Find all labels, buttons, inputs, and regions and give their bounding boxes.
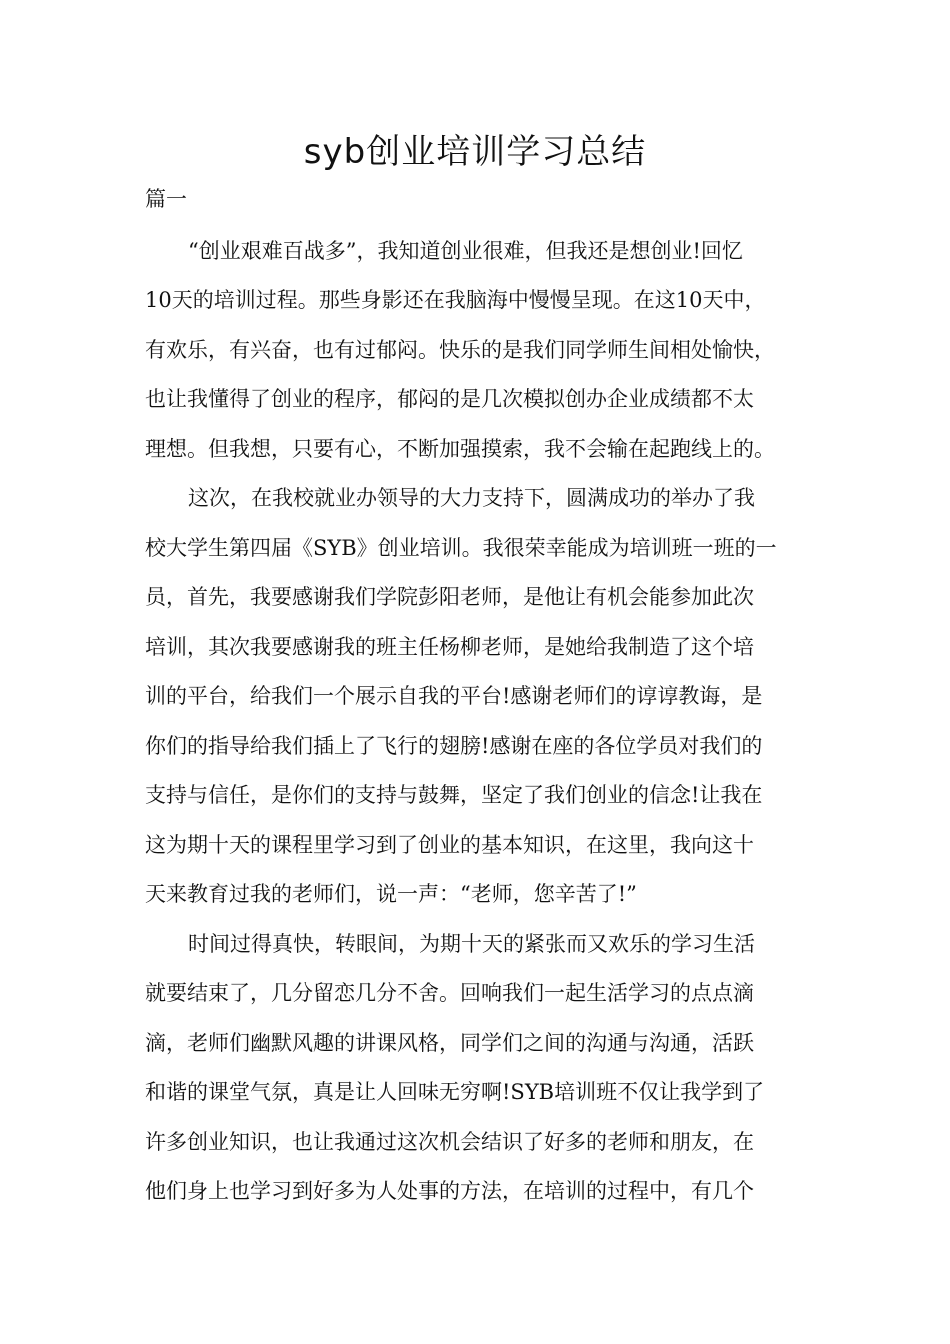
paragraph-line: 理想。但我想，只要有心，不断加强摸索，我不会输在起跑线上的。 bbox=[145, 437, 775, 461]
paragraph-line: 这为期十天的课程里学习到了创业的基本知识，在这里，我向这十 bbox=[145, 833, 754, 857]
paragraph-line: “创业艰难百战多”，我知道创业很难，但我还是想创业!回忆 bbox=[188, 239, 743, 263]
document-title: syb创业培训学习总结 bbox=[303, 132, 647, 172]
paragraph-line: 滴，老师们幽默风趣的讲课风格，同学们之间的沟通与沟通，活跃 bbox=[145, 1031, 754, 1055]
paragraph-line: 训的平台，给我们一个展示自我的平台!感谢老师们的谆谆教诲，是 bbox=[145, 684, 763, 708]
paragraph-line: 支持与信任，是你们的支持与鼓舞，坚定了我们创业的信念!让我在 bbox=[145, 783, 763, 807]
paragraph-line: 天来教育过我的老师们，说一声：“老师，您辛苦了!” bbox=[145, 882, 637, 906]
paragraph-line: 他们身上也学习到好多为人处事的方法，在培训的过程中，有几个 bbox=[145, 1179, 754, 1203]
paragraph-line: 和谐的课堂气氛，真是让人回味无穷啊!SYB培训班不仅让我学到了 bbox=[145, 1080, 765, 1104]
paragraph-line: 许多创业知识，也让我通过这次机会结识了好多的老师和朋友，在 bbox=[145, 1130, 754, 1154]
paragraph-line: 也让我懂得了创业的程序，郁闷的是几次模拟创办企业成绩都不太 bbox=[145, 387, 754, 411]
section-label: 篇一 bbox=[145, 187, 187, 211]
paragraph-line: 这次，在我校就业办领导的大力支持下，圆满成功的举办了我 bbox=[188, 486, 755, 510]
paragraph-line: 时间过得真快，转眼间，为期十天的紧张而又欢乐的学习生活 bbox=[188, 932, 755, 956]
paragraph-line: 员，首先，我要感谢我们学院彭阳老师，是他让有机会能参加此次 bbox=[145, 585, 754, 609]
paragraph-line: 就要结束了，几分留恋几分不舍。回响我们一起生活学习的点点滴 bbox=[145, 981, 754, 1005]
paragraph-line: 你们的指导给我们插上了飞行的翅膀!感谢在座的各位学员对我们的 bbox=[145, 734, 763, 758]
paragraph-line: 有欢乐，有兴奋，也有过郁闷。快乐的是我们同学师生间相处愉快， bbox=[145, 338, 775, 362]
paragraph-line: 校大学生第四届《SYB》创业培训。我很荣幸能成为培训班一班的一 bbox=[145, 536, 777, 560]
paragraph-line: 培训，其次我要感谢我的班主任杨柳老师，是她给我制造了这个培 bbox=[145, 635, 754, 659]
paragraph-line: 10天的培训过程。那些身影还在我脑海中慢慢呈现。在这10天中， bbox=[145, 288, 766, 312]
